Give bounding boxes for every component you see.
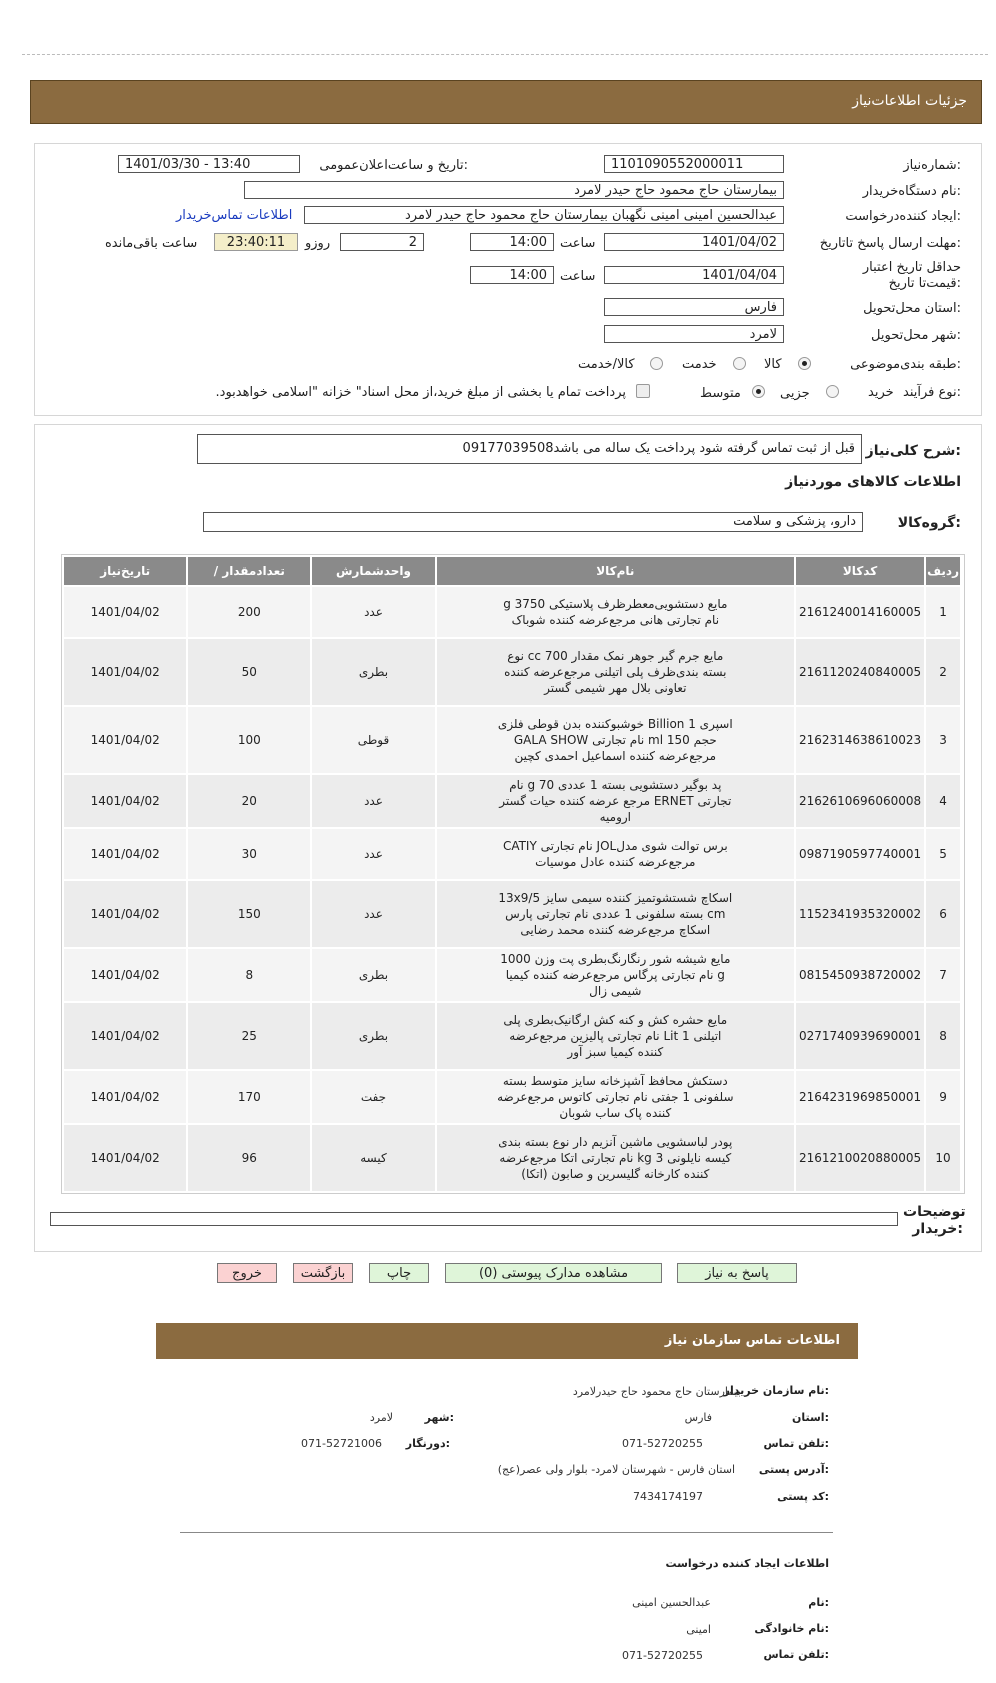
validity-time-field: 14:00 — [470, 266, 554, 284]
unit-cell: کیسه — [312, 1125, 434, 1191]
item-name-cell: دستکش محافظ آشپزخانه سایز متوسط بسته سلفونی 1 جفتی نام تجارتی کاتوس مرجع‌عرضه کننده پاک ساب شوبان — [437, 1071, 794, 1123]
need-date-cell: 1401/04/02 — [64, 707, 186, 773]
days-field: 2 — [340, 233, 424, 251]
attachments-button[interactable]: مشاهده مدارک پیوستی (0) — [445, 1263, 662, 1283]
item-code-cell: 2162610696060008 — [796, 775, 924, 827]
need-date-cell: 1401/04/02 — [64, 949, 186, 1001]
org-city-label: شهر: — [424, 1411, 454, 1424]
creator-family-label: نام خانوادگی: — [754, 1622, 829, 1635]
org-city-value: لامرد — [369, 1411, 393, 1424]
table-header-row — [64, 557, 960, 585]
item-code-cell: 2161240014160005 — [796, 587, 924, 637]
quantity-cell: 170 — [188, 1071, 310, 1123]
need-date-cell: 1401/04/02 — [64, 1125, 186, 1191]
print-button[interactable]: چاپ — [369, 1263, 429, 1283]
validity-label: حداقل تاریخ اعتبار قیمت‌تا تاریخ: — [862, 260, 961, 291]
process-buy-label: خرید — [868, 385, 894, 400]
buyer-label: نام دستگاه‌خریدار: — [862, 184, 961, 199]
category-service-label: خدمت — [682, 357, 717, 372]
col-row-header: ردیف — [926, 557, 960, 585]
buyer-field: بیمارستان حاج محمود حاج حیدر لامرد — [244, 181, 784, 199]
remaining-timer: 23:40:11 — [214, 233, 298, 251]
unit-cell: بطری — [312, 949, 434, 1001]
row-number-cell: 8 — [926, 1003, 960, 1069]
quantity-cell: 150 — [188, 881, 310, 947]
col-qty-header: تعداد‌مقدار / — [188, 557, 310, 585]
page-header — [30, 80, 982, 124]
row-number-cell: 4 — [926, 775, 960, 827]
need-date-cell: 1401/04/02 — [64, 775, 186, 827]
org-name-value: بیمارستان حاج محمود حاج حیدرلامرد — [572, 1385, 741, 1398]
summary-label: شرح کلی‌نیاز: — [865, 443, 961, 459]
org-fax-label: دورنگار: — [405, 1437, 450, 1450]
creator-phone-value: 071-52720255 — [622, 1649, 703, 1662]
need-date-cell: 1401/04/02 — [64, 639, 186, 705]
items-table-body — [64, 587, 960, 1191]
header-tabs[interactable]: جزئیات اطلاعات‌نیاز — [852, 93, 967, 109]
row-number-cell: 5 — [926, 829, 960, 879]
announce-label: تاریخ و ساعت‌اعلان‌عمومی: — [319, 158, 468, 173]
deadline-time-field: 14:00 — [470, 233, 554, 251]
process-medium-radio[interactable] — [752, 385, 765, 398]
item-name-cell: مایع حشره کش و کنه کش ارگانیک‌بطری پلی اتیلنی 1 Lit نام تجارتی پالیزین مرجع‌عرضه کننده کیمیا سبز آور — [437, 1003, 794, 1069]
item-code-cell: 0271740939690001 — [796, 1003, 924, 1069]
validity-time-label: ساعت — [560, 269, 596, 284]
goods-group-field: دارو، پزشکی و سلامت — [203, 512, 863, 532]
category-goods-radio[interactable] — [798, 357, 811, 370]
col-unit-header: واحدشمارش — [312, 557, 434, 585]
process-minor-label: جزیی — [780, 386, 810, 401]
process-minor-radio[interactable] — [826, 385, 839, 398]
category-service-radio[interactable] — [733, 357, 746, 370]
unit-cell: بطری — [312, 639, 434, 705]
item-code-cell: 2161120240840005 — [796, 639, 924, 705]
item-name-cell: پد بوگیر دستشویی بسته 1 عددی 70 g نام تجارتی ERNET مرجع عرضه کننده حیات گستر ارومیه — [437, 775, 794, 827]
org-address-label: آدرس پستی: — [758, 1463, 829, 1476]
unit-cell: جفت — [312, 1071, 434, 1123]
row-number-cell: 7 — [926, 949, 960, 1001]
buyer-contact-link[interactable]: اطلاعات تماس‌خریدار — [176, 208, 293, 223]
buyer-notes-field — [50, 1212, 898, 1226]
table-row — [64, 949, 960, 1001]
org-phone-value: 071-52720255 — [622, 1437, 703, 1450]
quantity-cell: 100 — [188, 707, 310, 773]
item-code-cell: 0815450938720002 — [796, 949, 924, 1001]
org-contact-header — [156, 1323, 858, 1359]
unit-cell: عدد — [312, 775, 434, 827]
need-date-cell: 1401/04/02 — [64, 1071, 186, 1123]
deadline-date-field: 1401/04/02 — [604, 233, 784, 251]
creator-name-value: عبدالحسین امینی — [632, 1596, 711, 1609]
table-row — [64, 639, 960, 705]
creator-label: ایجاد کننده‌درخواست: — [845, 209, 961, 224]
items-table — [62, 555, 962, 1193]
items-table-wrap — [61, 554, 965, 1194]
quantity-cell: 96 — [188, 1125, 310, 1191]
unit-cell: قوطی — [312, 707, 434, 773]
creator-family-value: امینی — [686, 1623, 711, 1636]
col-name-header: نام‌کالا — [437, 557, 794, 585]
item-code-cell: 2164231969850001 — [796, 1071, 924, 1123]
table-row — [64, 829, 960, 879]
row-number-cell: 9 — [926, 1071, 960, 1123]
category-both-label: کالا/خدمت — [578, 357, 635, 372]
row-number-cell: 10 — [926, 1125, 960, 1191]
remaining-label: ساعت باقی‌مانده — [105, 236, 198, 251]
table-row — [64, 881, 960, 947]
city-label: شهر محل‌تحویل: — [871, 328, 961, 343]
unit-cell: بطری — [312, 1003, 434, 1069]
creator-phone-label: تلفن تماس: — [763, 1648, 829, 1661]
quantity-cell: 50 — [188, 639, 310, 705]
creator-name-label: نام: — [808, 1596, 829, 1609]
reply-button[interactable]: پاسخ به نیاز — [677, 1263, 797, 1283]
item-code-cell: 0987190597740001 — [796, 829, 924, 879]
need-number-field: 1101090552000011 — [604, 155, 784, 173]
col-date-header: تاریخ‌نیاز — [64, 557, 186, 585]
top-divider — [22, 54, 988, 55]
back-button[interactable]: بازگشت — [293, 1263, 353, 1283]
buyer-notes-label: توضیحات خریدار: — [903, 1204, 966, 1237]
goods-group-label: گروه‌کالا: — [897, 515, 961, 531]
quantity-cell: 20 — [188, 775, 310, 827]
row-number-cell: 2 — [926, 639, 960, 705]
table-row — [64, 707, 960, 773]
row-number-cell: 6 — [926, 881, 960, 947]
item-code-cell: 1152341935320002 — [796, 881, 924, 947]
unit-cell: عدد — [312, 881, 434, 947]
category-label: طبقه بندی‌موضوعی: — [850, 357, 961, 372]
treasury-payment-checkbox[interactable] — [636, 384, 650, 398]
org-phone-label: تلفن تماس: — [763, 1437, 829, 1450]
need-date-cell: 1401/04/02 — [64, 1003, 186, 1069]
deadline-time-label: ساعت — [560, 236, 596, 251]
item-name-cell: مایع دستشویی‌معطرظرف پلاستیکی 3750 g نام تجارتی هانی مرجع‌عرضه کننده شوباک — [437, 587, 794, 637]
unit-cell: عدد — [312, 587, 434, 637]
org-fax-value: 071-52721006 — [301, 1437, 382, 1450]
item-name-cell: پودر لباسشویی ماشین آنزیم دار نوع بسته بندی کیسه نایلونی 3 kg نام تجارتی اتکا مرجع‌عرضه کننده کارخانه گلیسرین و صابون (اتکا) — [437, 1125, 794, 1191]
category-both-radio[interactable] — [650, 357, 663, 370]
org-province-value: فارس — [684, 1411, 712, 1424]
quantity-cell: 25 — [188, 1003, 310, 1069]
org-address-value: استان فارس - شهرستان لامرد- بلوار ولی عصر(عج) — [497, 1463, 735, 1476]
org-postal-label: کد پستی: — [777, 1490, 829, 1503]
org-province-label: استان: — [791, 1411, 829, 1424]
org-postal-value: 7434174197 — [633, 1490, 703, 1503]
item-code-cell: 2162314638610023 — [796, 707, 924, 773]
quantity-cell: 30 — [188, 829, 310, 879]
days-label: روزو — [305, 236, 331, 251]
need-date-cell: 1401/04/02 — [64, 829, 186, 879]
creator-info-title: اطلاعات ایجاد کننده درخواست — [665, 1557, 829, 1570]
need-number-label: شماره‌نیاز: — [903, 158, 961, 173]
quantity-cell: 8 — [188, 949, 310, 1001]
quantity-cell: 200 — [188, 587, 310, 637]
creator-field: عبدالحسین امینی امینی نگهبان بیمارستان حاج محمود حاج حیدر لامرد — [304, 206, 784, 224]
treasury-payment-note: پرداخت تمام یا بخشی از مبلغ خرید،از محل اسناد" خزانه "اسلامی خواهد‌بود. — [215, 385, 626, 400]
need-date-cell: 1401/04/02 — [64, 881, 186, 947]
item-code-cell: 2161210020880005 — [796, 1125, 924, 1191]
unit-cell: عدد — [312, 829, 434, 879]
org-separator — [180, 1532, 833, 1533]
city-field: لامرد — [604, 325, 784, 343]
org-name-label: نام سازمان خریدار: — [723, 1384, 829, 1397]
row-number-cell: 1 — [926, 587, 960, 637]
item-name-cell: اسکاچ شستشو‌تمیز کننده سیمی سایز 13x9/5 cm بسته سلفونی 1 عددی نام تجارتی پارس اسکاچ مرجع‌عرضه کننده محمد رضایی — [437, 881, 794, 947]
table-row — [64, 1003, 960, 1069]
validity-date-field: 1401/04/04 — [604, 266, 784, 284]
org-contact-title: اطلاعات تماس سازمان‌ نیاز — [664, 1333, 840, 1348]
category-goods-label: کالا — [764, 357, 782, 372]
summary-field: قبل از ثبت تماس گرفته شود پرداخت یک ساله می باشد09177039508 — [197, 434, 862, 464]
deadline-label: مهلت ارسال پاسخ تا‌تاریخ: — [819, 236, 961, 251]
process-medium-label: متوسط — [700, 386, 741, 401]
item-name-cell: اسپری 1 Billion خوشبوکننده بدن قوطی فلزی حجم 150 ml نام تجارتی GALA SHOW مرجع‌عرضه کننده اسماعیل احمدی کچین — [437, 707, 794, 773]
need-date-cell: 1401/04/02 — [64, 587, 186, 637]
table-row — [64, 775, 960, 827]
goods-info-title: اطلاعات کالاهای موردنیاز — [785, 474, 961, 490]
table-row — [64, 587, 960, 637]
table-row — [64, 1125, 960, 1191]
item-name-cell: مایع شیشه شور رنگارنگ‌بطری پت وزن 1000 g نام تجارتی پرگاس مرجع‌عرضه کننده کیمیا شیمی زال — [437, 949, 794, 1001]
province-field: فارس — [604, 298, 784, 316]
province-label: استان محل‌تحویل: — [863, 301, 961, 316]
announce-field: 1401/03/30 - 13:40 — [118, 155, 300, 173]
item-name-cell: برس توالت شوی مدلJOL نام تجارتی CATIY مرجع‌عرضه کننده عادل موسیات — [437, 829, 794, 879]
process-label: نوع فرآیند: — [903, 385, 961, 400]
col-code-header: کدکالا — [796, 557, 924, 585]
item-name-cell: مایع جرم گیر جوهر نمک مقدار 700 cc نوع بسته بندی‌ظرف پلی اتیلنی مرجع‌عرضه کننده تعاونی بلال مهر شیمی گستر — [437, 639, 794, 705]
exit-button[interactable]: خروج — [217, 1263, 277, 1283]
row-number-cell: 3 — [926, 707, 960, 773]
table-row — [64, 1071, 960, 1123]
